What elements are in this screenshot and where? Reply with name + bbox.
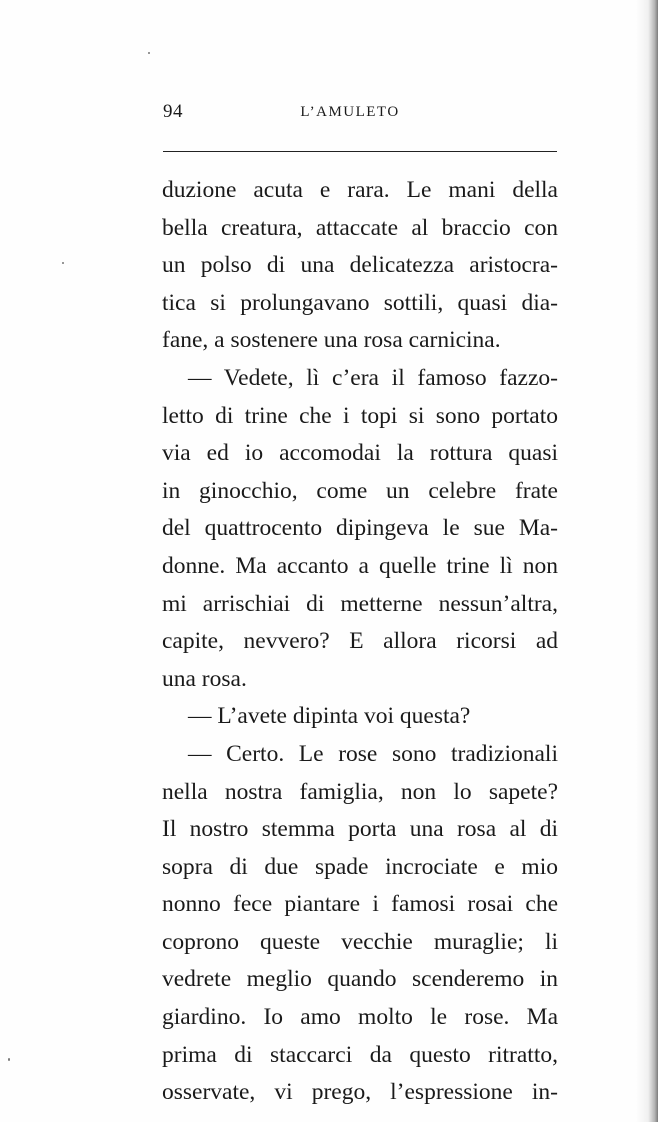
text-line: coprono queste vecchie muraglie; li [162, 928, 558, 955]
running-title-text: L’AMULETO [300, 104, 400, 120]
text-line: giardino. Io amo molto le rose. Ma [162, 1004, 558, 1031]
text-line: una rosa. [162, 665, 247, 692]
text-line: fane, a sostenere una rosa carnicina. [162, 327, 501, 354]
text-line: donne. Ma accanto a quelle trine lì non [162, 552, 558, 579]
running-title [0, 104, 658, 121]
text-line: letto di trine che i topi si sono portato [162, 402, 558, 429]
paper-speck [8, 1058, 10, 1061]
text-line: prima di staccarci da questo ritratto, [162, 1041, 558, 1068]
text-line: del quattrocento dipingeva le sue Ma- [162, 515, 558, 542]
text-line: osservate, vi prego, l’espressione in- [162, 1079, 558, 1106]
text-line: capite, nevvero? E allora ricorsi ad [162, 628, 558, 655]
text-line: vedrete meglio quando scenderemo in [162, 966, 558, 993]
body-text [162, 172, 558, 1112]
text-line: nonno fece piantare i famosi rosai che [162, 891, 558, 918]
header-rule [163, 151, 557, 152]
text-line: un polso di una delicatezza aristocra- [162, 252, 558, 279]
text-line: bella creatura, attaccate al braccio con [162, 214, 558, 241]
paper-speck [148, 52, 150, 54]
text-line: — Certo. Le rose sono tradizionali [188, 740, 558, 767]
text-line: via ed io accomodai la rottura quasi [162, 440, 558, 467]
text-line: sopra di due spade incrociate e mio [162, 853, 558, 880]
text-line: nella nostra famiglia, non lo sapete? [162, 778, 558, 805]
text-line: mi arrischiai di metterne nessun’altra, [162, 590, 558, 617]
page-number: 94 [163, 101, 183, 122]
text-line: Il nostro stemma porta una rosa al di [162, 816, 558, 843]
text-line: — Vedete, lì c’era il famoso fazzo- [188, 364, 558, 391]
text-line: duzione acuta e rara. Le mani della [162, 177, 558, 203]
page-edge-shadow [636, 0, 658, 1122]
text-line: — L’avete dipinta voi questa? [188, 703, 471, 730]
paper-speck [62, 262, 64, 264]
text-line: in ginocchio, come un celebre frate [162, 477, 558, 504]
text-line: tica si prolungavano sottili, quasi dia- [162, 289, 558, 316]
